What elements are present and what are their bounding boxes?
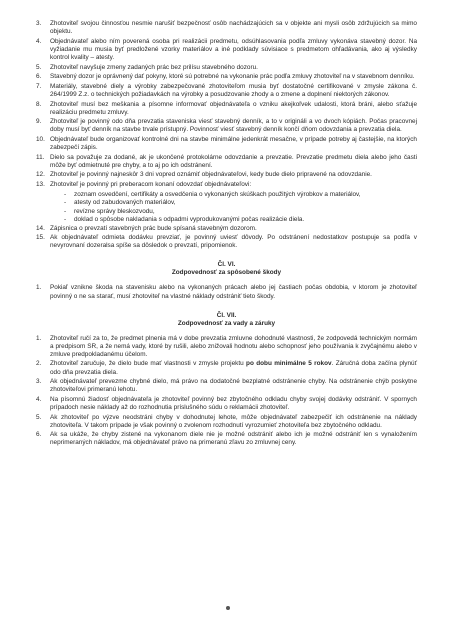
- bullet-dash: -: [64, 190, 67, 198]
- clause-text: Zhotoviteľ je povinný pri preberacom konaní odovzdať objednávateľovi:: [50, 181, 252, 189]
- handover-documents-list: [36, 191, 417, 224]
- clause-text: Ak zhotoviteľ po výzve neodstráni chyby v dohodnutej lehote, môže objednávateľ zabezpečiť ich odstránenie na náklady zhotoviteľa. V takom prípade je však povinný o zvolenom rozhodnutí vyrozumieť zhotoviteľa bez zbytočného odkladu.: [50, 413, 417, 429]
- article-6-title: Zodpovednosť za spôsobené škody: [171, 269, 282, 277]
- clause-number: 15.: [36, 234, 45, 242]
- article-5-tail: [36, 225, 417, 251]
- clause: [36, 360, 417, 376]
- list-item-text: revízne správy bleskozvodu,: [74, 207, 155, 215]
- clause-number: 3.: [36, 378, 42, 386]
- clause-number: 12.: [36, 171, 45, 179]
- list-item: [64, 208, 417, 216]
- clause: [36, 181, 417, 189]
- clause: [36, 396, 417, 412]
- list-item: [64, 199, 417, 207]
- clause: [36, 101, 417, 117]
- clause-text: Zhotoviteľ je povinný odo dňa prevzatia staveniska viesť stavebný denník, a to v origináli a vo dvoch kópiách. Počas pracovnej doby musí byť denník na stavbe trvale prístupný. Povinnosť viesť stavebný denník končí dňom odovzdania a prevzatia diela.: [50, 118, 417, 134]
- clause-text: Stavebný dozor je oprávnený dať pokyny, ktoré sú potrebné na vykonanie prác podľa zmluvy zhotoviteľ na v stavebnom denníku.: [50, 73, 415, 81]
- clause-number: 4.: [36, 395, 42, 403]
- clause-number: 11.: [36, 153, 45, 161]
- clause-text: Zhotoviteľ svojou činnosťou nesmie narušiť bezpečnosť osôb nachádzajúcich sa v objekte ani mysli osôb zdržujúcich sa mimo objektu.: [50, 20, 417, 36]
- clause-text: Zápisnica o prevzatí stavebných prác bude spísaná stavebným dozorom.: [50, 224, 257, 232]
- clause: [36, 284, 417, 300]
- list-item-text: zoznam osvedčení, certifikáty a osvedčenia o vykonaných skúškach použitých výrobkov a materiálov,: [74, 190, 361, 198]
- clause-text: Objednávateľ alebo ním poverená osoba pri realizácii predmetu, odsúhlasovania podľa zmluvy vykonáva stavebný dozor. Na vyžiadanie mu musia byť predložené vzorky materiálov a iné podklady súvisiace s predmetom ohľadávania, ako aj výsledky kontrol kvality – atesty.: [50, 37, 417, 61]
- clause-number: 7.: [36, 82, 42, 90]
- clause-text: Materiály, stavebné diely a výrobky zabezpečované zhotoviteľom musia byť dostatočné certifikované v zmysle zákona č. 264/1999 Z.z. o technických požiadavkách na výrobky a posudzovanie zhody a o zmene a doplnení niektorých zákonov.: [50, 82, 417, 98]
- clause-text: Dielo sa považuje za dodané, ak je ukončené protokolárne odovzdanie a prevzatie. Prevzatie predmetu diela alebo jeho časti môže byť odmietnuté pre chyby, a to aj po ich odstránení.: [50, 153, 417, 169]
- clause: [36, 73, 417, 81]
- clause: [36, 335, 417, 359]
- clause-text: Zhotoviteľ musí bez meškania a písomne informovať objednávateľa o vzniku akejkoľvek udalosti, ktorá bráni, alebo sťažuje realizáciu predmetu zmluvy.: [50, 100, 417, 116]
- clause: [36, 118, 417, 134]
- bullet-dash: -: [64, 199, 67, 207]
- bullet-dash: -: [64, 216, 67, 224]
- clause-text: Na písomnú žiadosť objednávateľa je zhotoviteľ povinný bez zbytočného odkladu chyby svojej dodávky odstrániť. V spornych prípadoch nesie náklady až do rozhodnutia príslušného súdu o reklamácii zhotoviteľ.: [50, 395, 417, 411]
- clause: [36, 171, 417, 179]
- clause-number: 10.: [36, 135, 45, 143]
- clause: [36, 414, 417, 430]
- list-item-text: doklad o spôsobe nakladania s odpadmi vyprodukovanými počas realizácie diela.: [74, 216, 305, 224]
- article-6-body: [36, 284, 417, 300]
- clause-text: Zhotoviteľ ručí za to, že predmet plnenia má v dobe prevzatia zmluvne dohodnuté vlastnosti, že zodpovedá technickým normám a predpisom SR, a že nemá vady, ktoré by rušili, alebo znižovali hodnotu alebo schopnosť jeho používania k zvyčajnému alebo v zmluve predpokladanému účelom.: [50, 334, 417, 358]
- clause-text: Objednávateľ bude organizovať kontrolné dni na stavbe minimálne jedenkrát mesačne, v prípade potreby aj častejšie, na ktorých zabezpečí zápis.: [50, 135, 417, 152]
- clause-number: 4.: [36, 37, 42, 45]
- list-item: [64, 191, 417, 199]
- clause-text: Ak objednávateľ odmieta dodávku prevziať, je povinný uviesť dôvody. Po odstránení nedostatkov postupuje sa podľa v nevyrovnaní dozeralsa spíše sa dôsledok o prevzatí, pripomienok.: [50, 234, 417, 250]
- clause: [36, 38, 417, 62]
- clause: [36, 136, 417, 152]
- clause-number: 5.: [36, 413, 42, 421]
- clause-text: Pokiaľ vznikne škoda na stavenisku alebo na vykonaných prácach alebo jej častiach počas obdobia, v ktorom je zhotoviteľ povinný o ne sa starať, musí zhotoviteľ na vlastné náklady odstrániť tieto škody.: [50, 284, 417, 300]
- clause: [36, 234, 417, 250]
- page-mark: [226, 606, 230, 610]
- clause: [36, 154, 417, 170]
- clause-number: 1.: [36, 284, 42, 292]
- clause-number: 6.: [36, 73, 42, 81]
- clause-text: Ak objednávateľ prevezme chybné dielo, má právo na dodatočné bezplatné odstránenie chyby. Na odstránenie chýb poskytne zhotoviteľovi primeranú lehotu.: [50, 378, 417, 394]
- article-6-number: Čl. VI.: [217, 261, 236, 269]
- clause: [36, 431, 417, 447]
- clause: [36, 64, 417, 72]
- clause-number: 8.: [36, 100, 42, 108]
- article-7-number: Čl. VII.: [216, 311, 237, 319]
- article-7-title: Zodpovednosť za vady a záruky: [177, 319, 276, 327]
- article-7-body: [36, 335, 417, 448]
- article-5-continued: [36, 20, 417, 189]
- clause-text: Zhotoviteľ zaručuje, že dielo bude mať vlastnosti v zmysle projektu po dobu minimálne 5 rokov. Záručná doba začína plynúť odo dňa prevzatia diela.: [50, 360, 417, 376]
- clause: [36, 20, 417, 36]
- clause-number: 3.: [36, 20, 42, 27]
- bullet-dash: -: [64, 207, 67, 215]
- clause: [36, 225, 417, 233]
- clause-text: Zhotoviteľ je povinný najneskôr 3 dni vopred oznámiť objednávateľovi, kedy bude dielo pripravené na odovzdanie.: [50, 171, 372, 179]
- clause-number: 6.: [36, 431, 42, 439]
- clause-number: 2.: [36, 360, 42, 368]
- clause-text: Zhotoviteľ navyšuje zmeny zadaných prác bez prilísu stavebného dozoru.: [50, 63, 258, 71]
- clause-number: 5.: [36, 63, 42, 71]
- list-item: [64, 216, 417, 224]
- clause: [36, 83, 417, 99]
- list-item-text: atesty od zabudovaných materiálov,: [74, 199, 176, 207]
- clause-number: 13.: [36, 181, 45, 189]
- clause-text: Ak sa ukáže, že chyby zistené na vykonanom diele nie je možné odstrániť alebo ich je možné odstrániť len s vynaložením neprimeraných nákladov, má objednávateľ právo na primeranú zľavu zo zmluvnej ceny.: [50, 431, 417, 447]
- clause: [36, 378, 417, 394]
- clause-number: 14.: [36, 224, 45, 232]
- clause-number: 1.: [36, 334, 42, 342]
- clause-number: 9.: [36, 118, 42, 126]
